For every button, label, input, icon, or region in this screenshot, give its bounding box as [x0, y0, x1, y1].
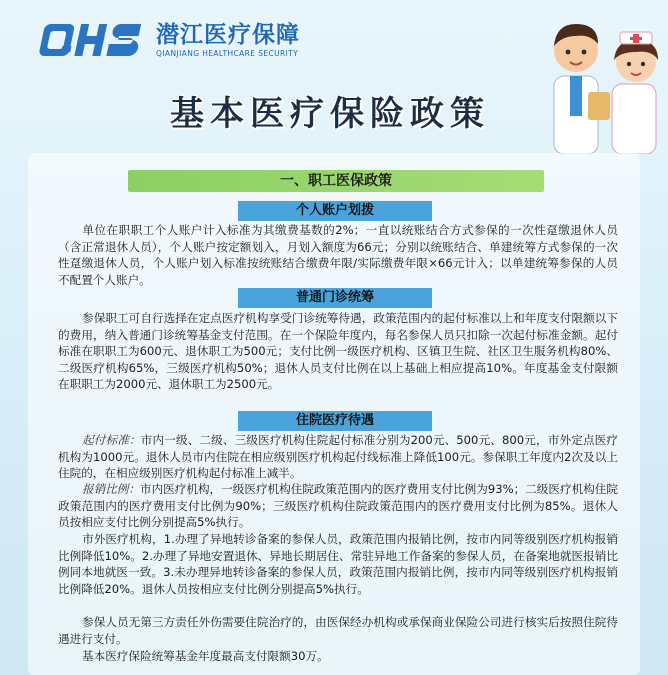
doctor-illustration	[554, 24, 610, 154]
paragraph-reimbursement-rate: 报销比例：市内医疗机构，一级医疗机构住院政策范围内的医疗费用支付比例为93%；二级医疗机构住院政策范围内的医疗费用支付比例为90%；三级医疗机构住院政策范围内的医疗费用支付比例为85%。退休人员按相应支付比例分别提高5%执行。	[58, 482, 618, 530]
doctor-nurse-illustration	[540, 14, 668, 154]
paragraph-third-party-injury: 参保人员无第三方责任外伤需要住院治疗的，由医保经办机构或承保商业保险公司进行核实后按照住院待遇进行支付。	[58, 615, 618, 646]
paragraph-out-of-city: 市外医疗机构，1.办理了异地转诊备案的参保人员，政策范围内报销比例，按市内同等级别医疗机构报销比例降低10%。2.办理了异地安置退休、异地长期居住、常驻异地工作备案的参保人员，在备案地就医报销比例同本地就医一致。3.未办理异地转诊备案的参保人员，政策范围内报销比例，按市内同等级别医疗机构报销比例降低20%。退休人员按相应支付比例分别提高5%执行。	[58, 532, 618, 596]
subheading-outpatient: 普通门诊统筹	[238, 288, 432, 308]
paragraph-annual-cap: 基本医疗保险统筹基金年度最高支付限额30万。	[82, 649, 329, 663]
subheading-inpatient: 住院医疗待遇	[238, 411, 432, 431]
paragraph-deductible: 起付标准：市内一级、二级、三级医疗机构住院起付标准分别为200元、500元、800元，市外定点医疗机构为1000元。退休人员市内住院在相应级别医疗机构起付线标准上降低100元。参保职工年度内2次及以上住院的，在相应级别医疗机构起付标准上减半。	[58, 433, 618, 481]
paragraph-outpatient: 参保职工可自行选择在定点医疗机构享受门诊统筹待遇，政策范围内的起付标准以上和年度支付限额以下的费用，纳入普通门诊统筹基金支付范围。在一个保险年度内，每名参保人员只扣除一次起付标准金额。起付标准在职职工为600元、退休职工为500元；支付比例一级医疗机构、区镇卫生院、社区卫生服务机构80%、二级医疗机构65%，三级医疗机构50%；退休人员支付比例在以上基础上相应提高10%。年度基金支付限额在职职工为2000元、退休职工为2500元。	[58, 311, 618, 392]
paragraph-personal-account: 单位在职职工个人账户计入标准为其缴费基数的2%；一直以统账结合方式参保的一次性趸缴退休人员（含正常退休人员），个人账户按定额划入，月划入额度为66元；分别以统账结合、单建统筹方式参保的一次性趸缴退休人员，个人账户划入标准按统账结合缴费年限/实际缴费年限×66元计入；以单建统筹参保的人员不配置个人账户。	[58, 223, 618, 287]
page-title: 基本医疗保险政策	[170, 94, 490, 134]
qhs-logo-icon	[38, 20, 150, 60]
section-heading: 一、职工医保政策	[128, 170, 544, 192]
logo-chinese-name: 潜江医疗保障	[156, 22, 300, 48]
logo-english-name: QIANJIANG HEALTHCARE SECURITY	[156, 49, 299, 58]
logo	[38, 20, 300, 60]
nurse-illustration	[612, 32, 658, 154]
subheading-personal-account: 个人账户划拨	[238, 201, 432, 221]
